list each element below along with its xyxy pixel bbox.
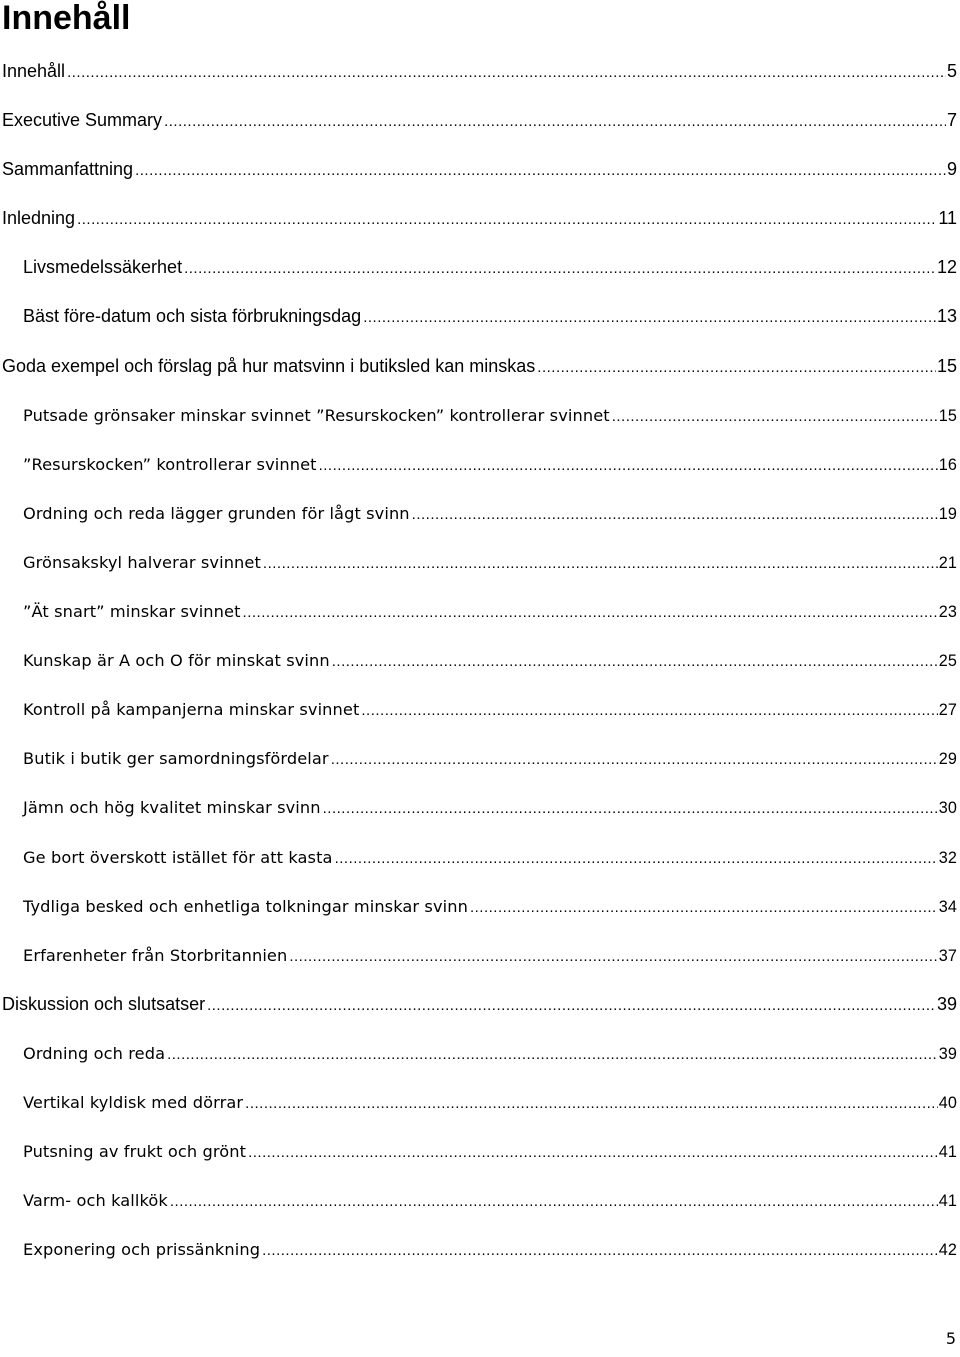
toc-dot-leader bbox=[331, 735, 938, 784]
table-of-contents bbox=[0, 47, 960, 1274]
toc-entry[interactable] bbox=[0, 636, 957, 685]
toc-entry[interactable] bbox=[0, 440, 957, 489]
toc-dot-leader bbox=[67, 48, 946, 97]
toc-entry[interactable] bbox=[0, 489, 957, 538]
toc-entry[interactable] bbox=[0, 1078, 957, 1127]
toc-dot-leader bbox=[612, 392, 938, 441]
toc-entry-label: Bäst före-datum och sista förbrukningsdag bbox=[23, 306, 362, 327]
toc-dot-leader bbox=[170, 1177, 938, 1226]
toc-entry[interactable] bbox=[0, 1176, 957, 1225]
toc-entry-label: Livsmedelssäkerhet bbox=[23, 257, 183, 278]
toc-dot-leader bbox=[263, 539, 938, 588]
toc-dot-leader bbox=[77, 195, 937, 244]
toc-dot-leader bbox=[537, 343, 936, 392]
toc-entry-label: ”Resurskocken” kontrollerar svinnet bbox=[23, 454, 317, 474]
toc-entry-label: Diskussion och slutsatser bbox=[2, 993, 206, 1014]
toc-entry-label: Ordning och reda lägger grunden för lågt svinn bbox=[23, 503, 410, 523]
toc-entry-page-number: 39 bbox=[936, 993, 957, 1014]
toc-entry-label: Sammanfattning bbox=[2, 159, 134, 180]
toc-entry-label: Exponering och prissänkning bbox=[23, 1240, 261, 1260]
toc-dot-leader bbox=[323, 784, 938, 833]
toc-entry-page-number: 40 bbox=[938, 1093, 957, 1112]
toc-entry[interactable] bbox=[0, 47, 957, 96]
page-title: Innehåll bbox=[2, 0, 131, 37]
toc-entry-page-number: 41 bbox=[938, 1143, 957, 1162]
toc-dot-leader bbox=[135, 146, 946, 195]
toc-entry-label: Executive Summary bbox=[2, 110, 163, 131]
toc-entry-label: Ge bort överskott istället för att kasta bbox=[23, 847, 333, 867]
toc-entry-page-number: 37 bbox=[938, 946, 957, 965]
toc-entry-page-number: 25 bbox=[938, 652, 957, 671]
toc-entry-label: Putsning av frukt och grönt bbox=[23, 1142, 247, 1162]
toc-entry-label: Grönsakskyl halverar svinnet bbox=[23, 552, 261, 572]
toc-dot-leader bbox=[184, 244, 936, 293]
toc-entry-page-number: 27 bbox=[938, 701, 957, 720]
toc-entry-page-number: 39 bbox=[938, 1044, 957, 1063]
toc-entry-page-number: 21 bbox=[938, 553, 957, 572]
toc-entry[interactable] bbox=[0, 1225, 957, 1274]
toc-entry-page-number: 9 bbox=[946, 159, 957, 180]
toc-entry[interactable] bbox=[0, 342, 957, 391]
toc-entry[interactable] bbox=[0, 587, 957, 636]
toc-entry-label: Erfarenheter från Storbritannien bbox=[23, 945, 288, 965]
toc-dot-leader bbox=[262, 1226, 938, 1275]
toc-entry-page-number: 34 bbox=[938, 897, 957, 916]
toc-entry-page-number: 16 bbox=[938, 455, 957, 474]
toc-entry-page-number: 13 bbox=[936, 306, 957, 327]
toc-entry-page-number: 15 bbox=[936, 355, 957, 376]
toc-entry[interactable] bbox=[0, 980, 957, 1029]
toc-entry[interactable] bbox=[0, 1029, 957, 1078]
toc-entry[interactable] bbox=[0, 734, 957, 783]
toc-entry-label: Putsade grönsaker minskar svinnet ”Resurskocken” kontrollerar svinnet bbox=[23, 405, 610, 425]
toc-entry[interactable] bbox=[0, 783, 957, 832]
toc-dot-leader bbox=[289, 932, 937, 981]
toc-dot-leader bbox=[248, 1128, 938, 1177]
toc-entry-page-number: 41 bbox=[938, 1192, 957, 1211]
toc-entry-label: Kontroll på kampanjerna minskar svinnet bbox=[23, 700, 360, 720]
toc-dot-leader bbox=[207, 981, 936, 1030]
toc-dot-leader bbox=[167, 1030, 938, 1079]
toc-entry[interactable] bbox=[0, 1127, 957, 1176]
toc-dot-leader bbox=[470, 883, 938, 932]
toc-entry-page-number: 32 bbox=[938, 848, 957, 867]
toc-dot-leader bbox=[335, 834, 938, 883]
toc-entry-page-number: 7 bbox=[946, 110, 957, 131]
toc-entry-label: Kunskap är A och O för minskat svinn bbox=[23, 651, 330, 671]
toc-entry-page-number: 5 bbox=[946, 61, 957, 81]
toc-entry[interactable] bbox=[0, 833, 957, 882]
toc-dot-leader bbox=[243, 588, 938, 637]
toc-entry[interactable] bbox=[0, 882, 957, 931]
toc-entry-label: Jämn och hög kvalitet minskar svinn bbox=[23, 798, 321, 818]
toc-entry[interactable] bbox=[0, 243, 957, 292]
toc-entry[interactable] bbox=[0, 96, 957, 145]
toc-entry[interactable] bbox=[0, 538, 957, 587]
toc-entry-page-number: 11 bbox=[938, 208, 957, 229]
toc-entry[interactable] bbox=[0, 292, 957, 341]
toc-entry-label: Tydliga besked och enhetliga tolkningar minskar svinn bbox=[23, 896, 468, 916]
toc-dot-leader bbox=[363, 293, 936, 342]
toc-entry[interactable] bbox=[0, 931, 957, 980]
toc-entry[interactable] bbox=[0, 685, 957, 734]
toc-dot-leader bbox=[412, 490, 938, 539]
toc-dot-leader bbox=[361, 686, 937, 735]
toc-entry-page-number: 12 bbox=[936, 257, 957, 278]
toc-entry-label: Vertikal kyldisk med dörrar bbox=[23, 1092, 244, 1112]
page-number: 5 bbox=[945, 1329, 956, 1348]
toc-entry[interactable] bbox=[0, 194, 957, 243]
toc-entry-page-number: 30 bbox=[938, 799, 957, 818]
toc-entry[interactable] bbox=[0, 145, 957, 194]
toc-dot-leader bbox=[245, 1079, 938, 1128]
toc-entry[interactable] bbox=[0, 391, 957, 440]
toc-dot-leader bbox=[332, 637, 938, 686]
toc-dot-leader bbox=[164, 97, 946, 146]
toc-entry-label: Varm- och kallkök bbox=[23, 1191, 168, 1211]
toc-entry-label: Inledning bbox=[2, 208, 76, 229]
toc-entry-label: Innehåll bbox=[2, 61, 66, 81]
toc-entry-page-number: 19 bbox=[938, 504, 957, 523]
toc-entry-page-number: 15 bbox=[938, 406, 957, 425]
toc-entry-label: Ordning och reda bbox=[23, 1043, 166, 1063]
toc-entry-page-number: 23 bbox=[938, 603, 957, 622]
toc-entry-page-number: 42 bbox=[938, 1241, 957, 1260]
toc-entry-page-number: 29 bbox=[938, 750, 957, 769]
toc-entry-label: Butik i butik ger samordningsfördelar bbox=[23, 749, 329, 769]
toc-entry-label: Goda exempel och förslag på hur matsvinn i butiksled kan minskas bbox=[2, 355, 536, 376]
toc-dot-leader bbox=[319, 441, 938, 490]
toc-entry-label: ”Ät snart” minskar svinnet bbox=[23, 602, 241, 622]
